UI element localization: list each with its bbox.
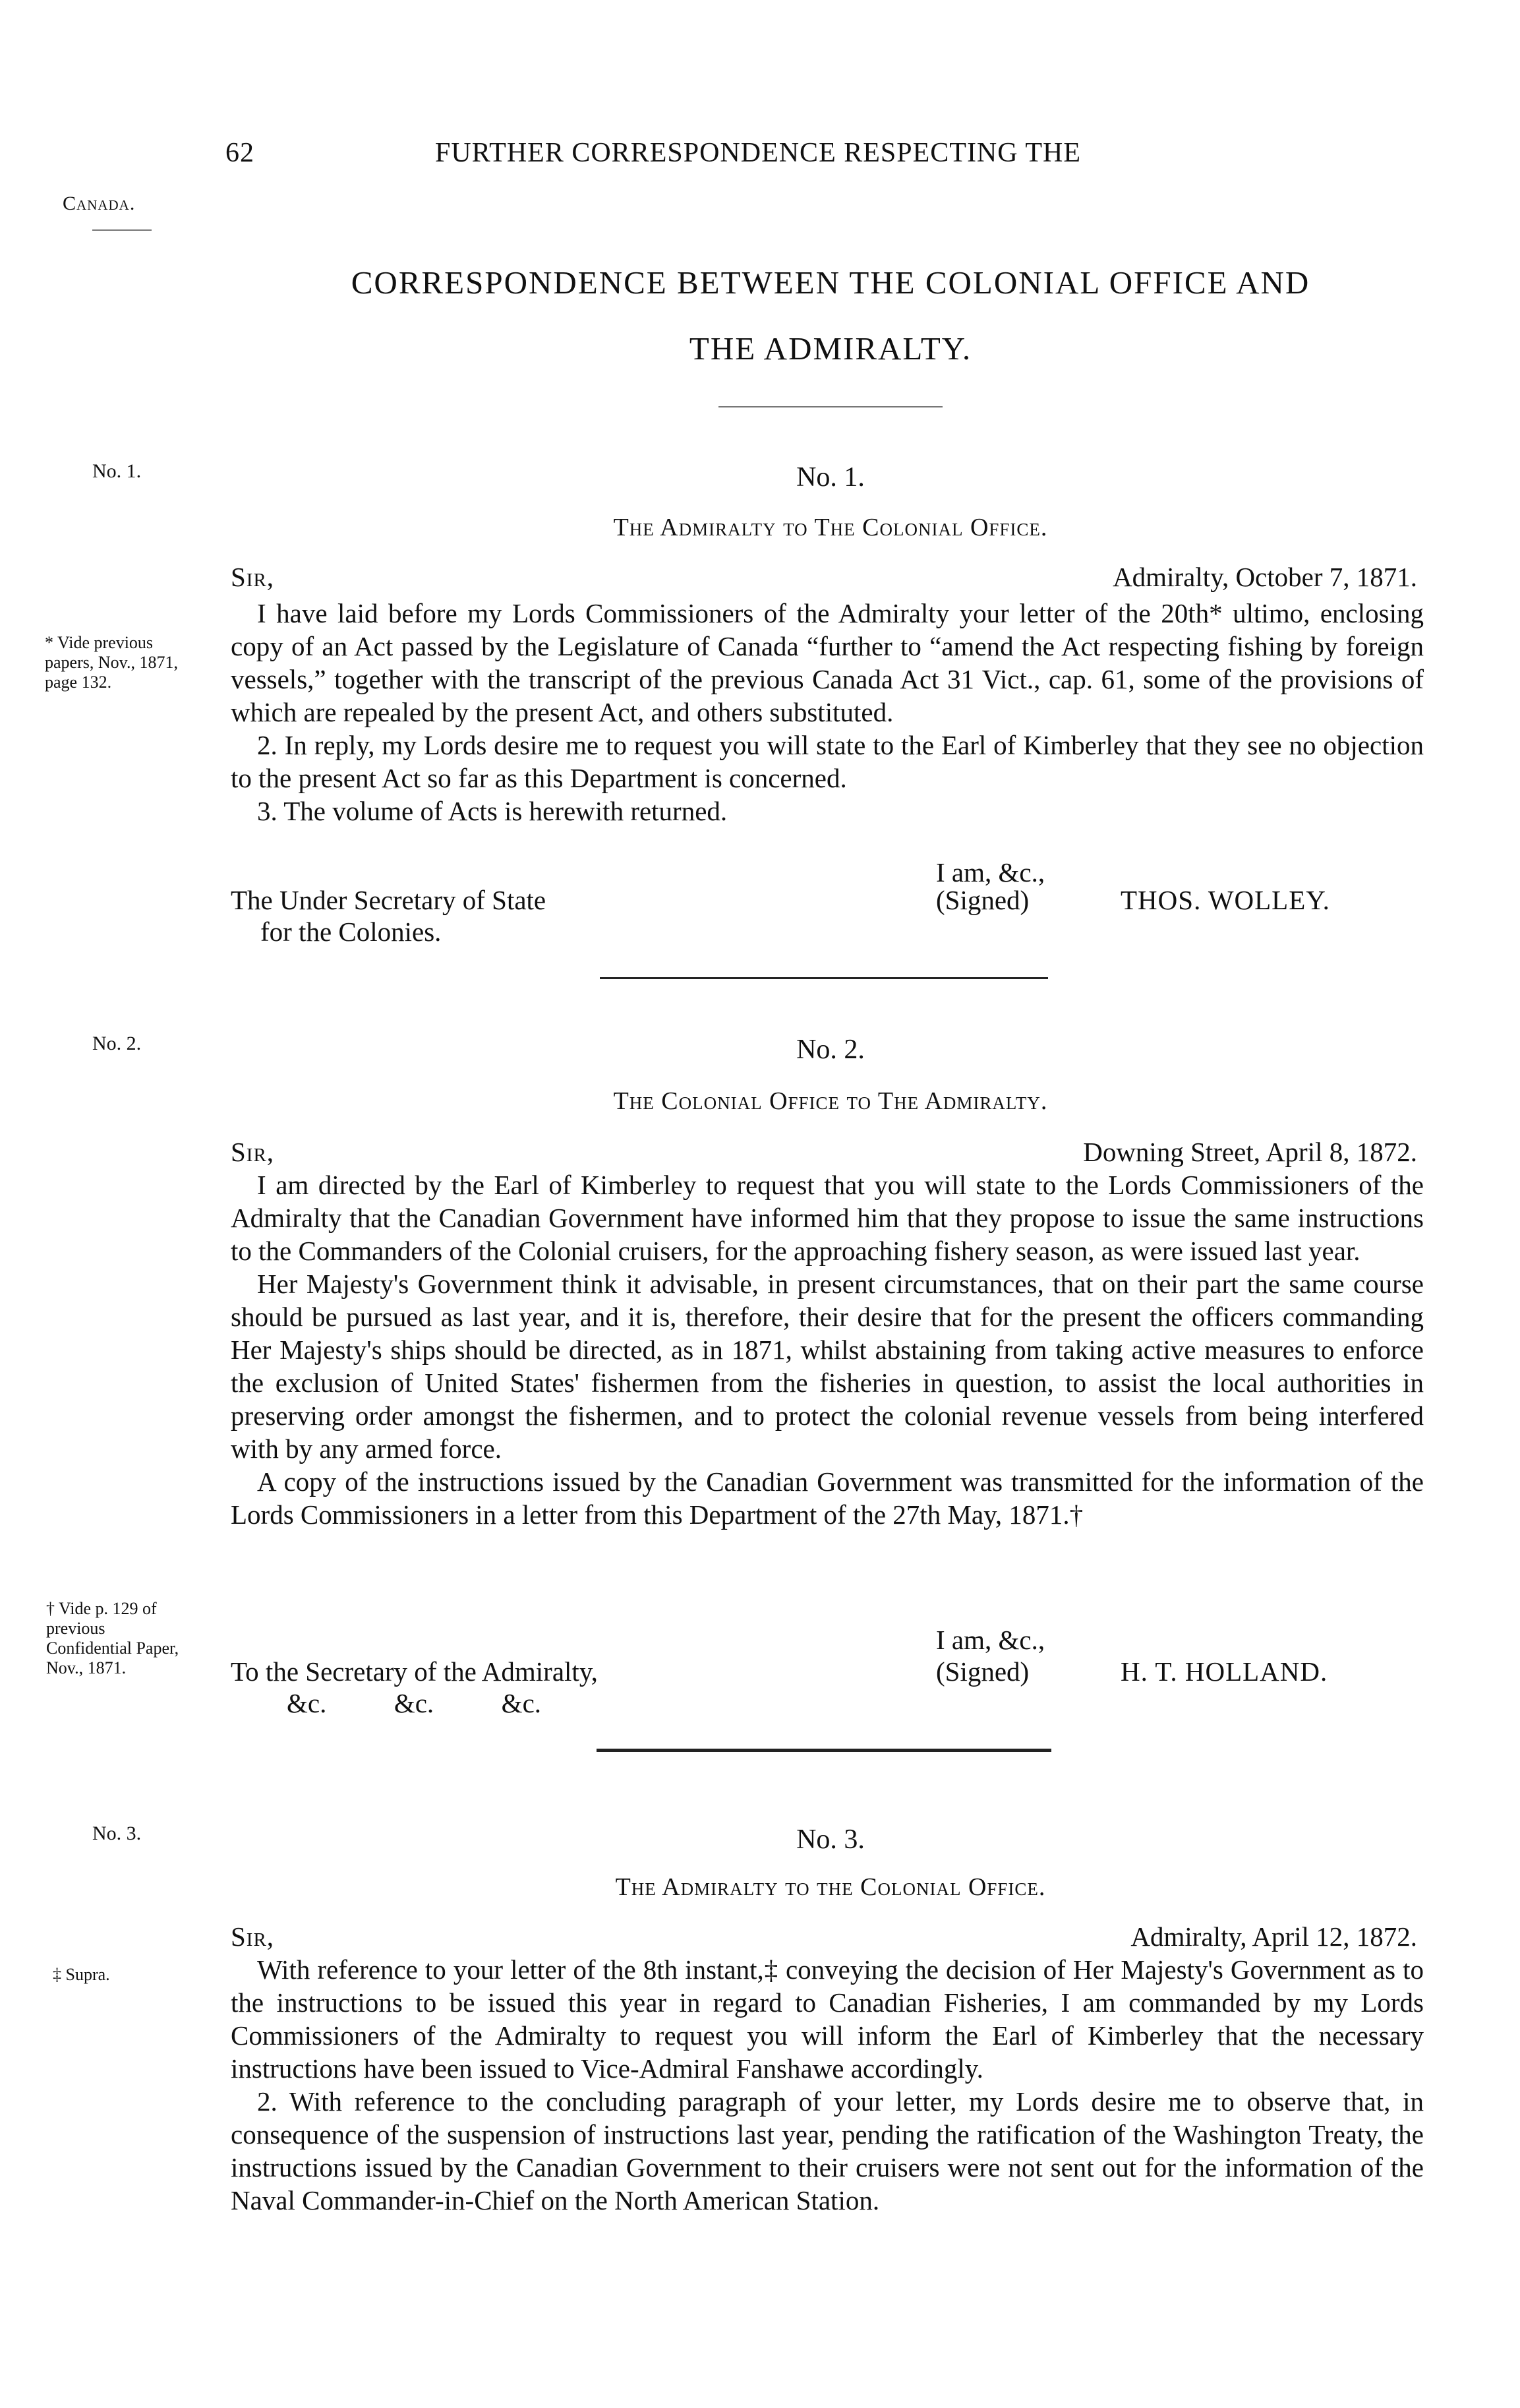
letter-3-number: No. 3. [796,1824,865,1855]
letter-2-body [231,1168,1424,1531]
letter-3-salutation: Sir, [231,1921,275,1952]
section-divider-1 [600,977,1048,979]
letter-3-paragraph-2: 2. With reference to the concluding paragraph of your letter, my Lords desire me to observe that, in consequence of the suspension of instructions last year, pending the ratification of the Washington Treaty, the instructions issued by the Canadian Government to their cruisers were not sent out for the information of the Naval Commander-in-Chief on the North American Station. [231,2086,1424,2215]
letter-2-signed: (Signed) [936,1656,1030,1687]
letter-1-place-date: Admiralty, October 7, 1871. [1113,562,1417,592]
section-divider-2 [597,1749,1051,1752]
letter-1-signed: (Signed) [936,885,1030,915]
letter-2-place-date: Downing Street, April 8, 1872. [1083,1137,1417,1167]
side-note-1: * Vide previous papers, Nov., 1871, page 132. [45,633,178,692]
letter-1-paragraph-1: I have laid before my Lords Commissioners of the Admiralty your letter of the 20th* ultimo, enclosing copy of an Act passed by the Legislature of Canada “further to “amend the Act respecting fishing by foreign vessels,” together with the transcript of the previous Canada Act 31 Vict., cap. 61, some of the provisions of which are repealed by the present Act, and others substituted. [231,598,1424,727]
letter-1-salutation: Sir, [231,562,275,592]
main-title-line2: THE ADMIRALTY. [689,330,972,367]
letter-2-addressee-line1: To the Secretary of the Admiralty, [231,1656,598,1687]
letter-2-signer: H. T. HOLLAND. [1121,1656,1328,1687]
letter-1-signer: THOS. WOLLEY. [1121,885,1330,915]
letter-2-number: No. 2. [796,1035,865,1065]
side-note-3: ‡ Supra. [53,1965,110,1984]
side-note-2: † Vide p. 129 of previous Confidential Paper, Nov., 1871. [46,1599,179,1677]
letter-3-body [231,1953,1424,2217]
letter-1-addressee-line2: for the Colonies. [260,917,442,947]
letter-1-body [231,597,1424,828]
title-divider [718,406,943,407]
letter-2-paragraph-1: I am directed by the Earl of Kimberley to request that you will state to the Lords Commissioners of the Admiralty that the Canadian Government have informed him that they propose to issue the same instructions to the Commanders of the Colonial cruisers, for the approaching fishery season, as were issued last year. [231,1170,1424,1266]
letter-1-paragraph-2: 2. In reply, my Lords desire me to request you will state to the Earl of Kimberley that they see no objection to the present Act so far as this Department is concerned. [231,730,1424,793]
page-number: 62 [225,138,254,168]
letter-2-addressee-line2: &c. &c. &c. [287,1688,542,1718]
letter-2-subtitle: The Colonial Office to The Admiralty. [613,1087,1048,1115]
letter-2-paragraph-2: Her Majesty's Government think it advisable, in present circumstances, that on their part the same course should be pursued as last year, and it is, therefore, their desire that for the present the officers commanding Her Majesty's ships should be directed, as in 1871, whilst abstaining from taking active measures to enforce the exclusion of United States' fishermen from the fisheries in question, to assist the local authorities in preserving order amongst the fishermen, and to protect the colonial revenue vessels from being interfered with by any armed force. [231,1269,1424,1464]
margin-number-3: No. 3. [92,1822,142,1844]
letter-3-paragraph-1: With reference to your letter of the 8th instant,‡ conveying the decision of Her Majesty's Government as to the instructions to be issued this year in regard to Canadian Fisheries, I am commanded by my Lords Commissioners of the Admiralty to request you will inform the Earl of Kimberley that the necessary instructions have been issued to Vice-Admiral Fanshawe accordingly. [231,1954,1424,2084]
letter-1-paragraph-3: 3. The volume of Acts is herewith returned. [257,796,728,826]
running-title: FURTHER CORRESPONDENCE RESPECTING THE [435,138,1081,168]
margin-number-2: No. 2. [92,1033,142,1054]
margin-number-1: No. 1. [92,460,142,482]
side-label-rule [92,229,152,231]
letter-2-closing: I am, &c., [936,1625,1045,1655]
main-title-line1: CORRESPONDENCE BETWEEN THE COLONIAL OFFICE AND [351,264,1310,301]
letter-1-closing: I am, &c., [936,857,1045,888]
letter-3-place-date: Admiralty, April 12, 1872. [1130,1921,1417,1952]
letter-3-subtitle: The Admiralty to the Colonial Office. [615,1873,1046,1901]
letter-2-paragraph-3: A copy of the instructions issued by the Canadian Government was transmitted for the information of the Lords Commissioners in a letter from this Department of the 27th May, 1871.† [231,1466,1424,1530]
letter-1-addressee-line1: The Under Secretary of State [231,885,546,915]
letter-2-salutation: Sir, [231,1137,275,1167]
letter-1-number: No. 1. [796,462,865,493]
letter-1-subtitle: The Admiralty to The Colonial Office. [613,514,1048,541]
side-label-canada: Canada. [63,193,136,214]
